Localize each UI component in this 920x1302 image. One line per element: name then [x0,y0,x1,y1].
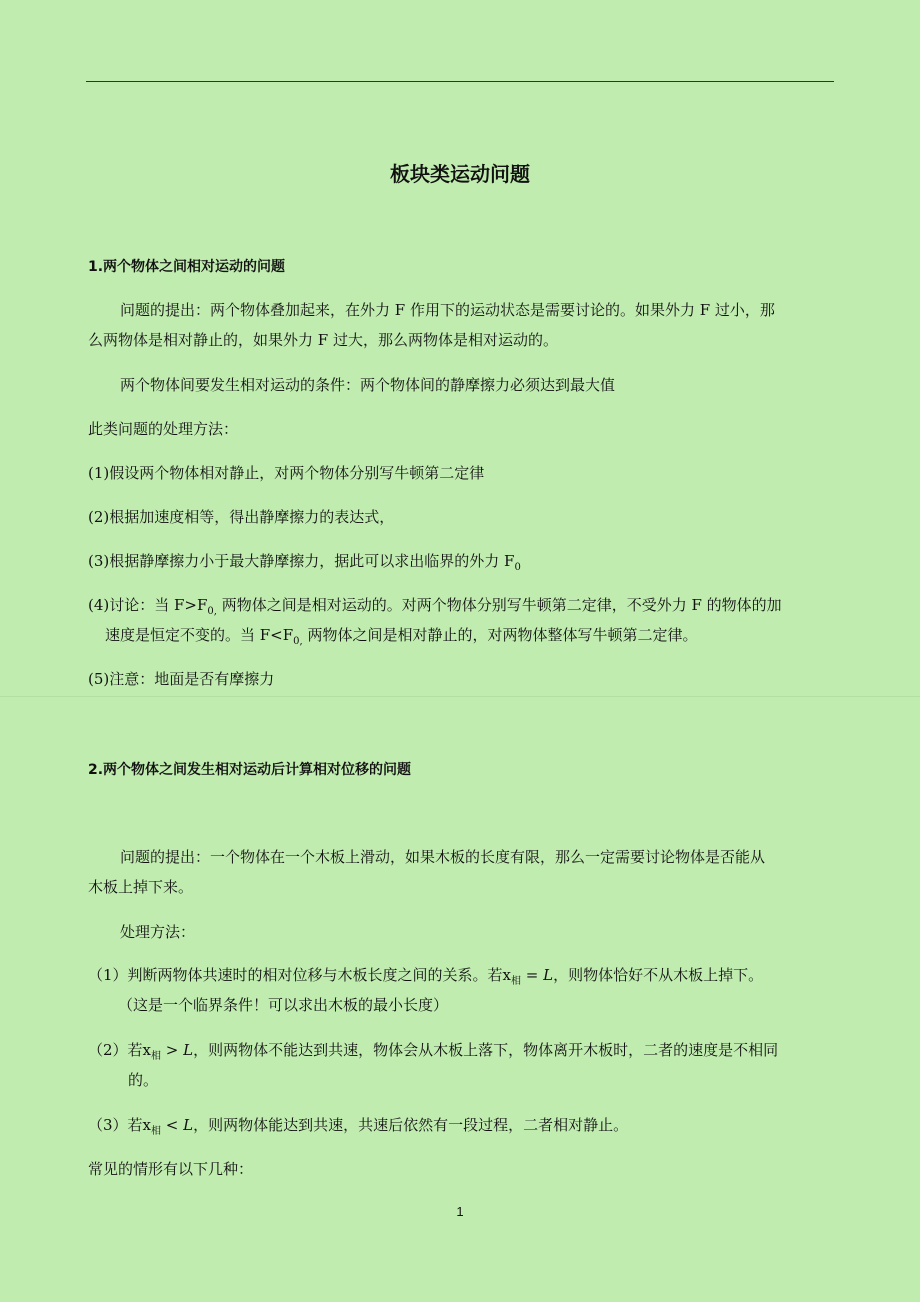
paragraph: 处理方法： [120,923,196,941]
list-item: (5)注意：地面是否有摩擦力 [88,670,275,688]
list-item [88,552,521,577]
subscript: 0 [514,562,521,573]
list-item-cont: 的。 [128,1071,159,1089]
list-item [88,596,782,621]
equation: > L [161,1041,194,1059]
list-item: (2)根据加速度相等，得出静摩擦力的表达式， [88,508,395,526]
text: （1）判断两物体共速时的相对位移与木板长度之间的关系。若x [88,966,512,984]
list-item [88,966,763,991]
page-title: 板块类运动问题 [390,162,530,186]
section1-heading: 1.两个物体之间相对运动的问题 [88,259,286,275]
section2-heading: 2.两个物体之间发生相对运动后计算相对位移的问题 [88,762,412,778]
paragraph: 问题的提出：两个物体叠加起来，在外力 F 作用下的运动状态是需要讨论的。如果外力 F 过小，那 [120,301,775,319]
subscript: 相 [511,976,522,987]
list-item: (1)假设两个物体相对静止，对两个物体分别写牛顿第二定律 [88,464,485,482]
equation: < L [161,1116,194,1134]
text: (4)讨论：当 F>F [88,596,208,614]
text: （3）若x [88,1116,152,1134]
text: （2）若x [88,1041,152,1059]
list-item-cont: （这是一个临界条件！可以求出木板的最小长度） [118,996,449,1014]
paragraph: 么两物体是相对静止的，如果外力 F 过大，那么两物体是相对运动的。 [88,331,558,349]
text: 速度是恒定不变的。当 F<F [105,626,294,644]
list-item [88,1041,778,1066]
text: ，则两物体能达到共速，共速后依然有一段过程，二者相对静止。 [193,1116,629,1134]
subscript: 相 [151,1051,162,1062]
list-item-cont [105,626,697,651]
paragraph: 两个物体间要发生相对运动的条件：两个物体间的静摩擦力必须达到最大值 [120,376,616,394]
text: ，则两物体不能达到共速，物体会从木板上落下，物体离开木板时，二者的速度是不相同 [193,1041,779,1059]
paragraph: 此类问题的处理方法： [88,420,239,438]
subscript: 相 [151,1126,162,1137]
text: 两物体之间是相对静止的，对两物体整体写牛顿第二定律。 [302,626,698,644]
page-number: 1 [456,1204,464,1219]
paragraph: 常见的情形有以下几种： [88,1160,254,1178]
text: ，则物体恰好不从木板上掉下。 [553,966,764,984]
equation: = L [521,966,554,984]
subscript: 0, [293,636,303,647]
list-item [88,1116,628,1141]
paragraph: 问题的提出：一个物体在一个木板上滑动，如果木板的长度有限，那么一定需要讨论物体是否能从 [120,848,766,866]
text: (3)根据静摩擦力小于最大静摩擦力，据此可以求出临界的外力 F [88,552,515,570]
subscript: 0, [207,606,217,617]
paragraph: 木板上掉下来。 [88,878,194,896]
page-divider [0,696,920,697]
text: 两物体之间是相对运动的。对两个物体分别写牛顿第二定律，不受外力 F 的物体的加 [216,596,782,614]
header-rule [86,81,834,82]
